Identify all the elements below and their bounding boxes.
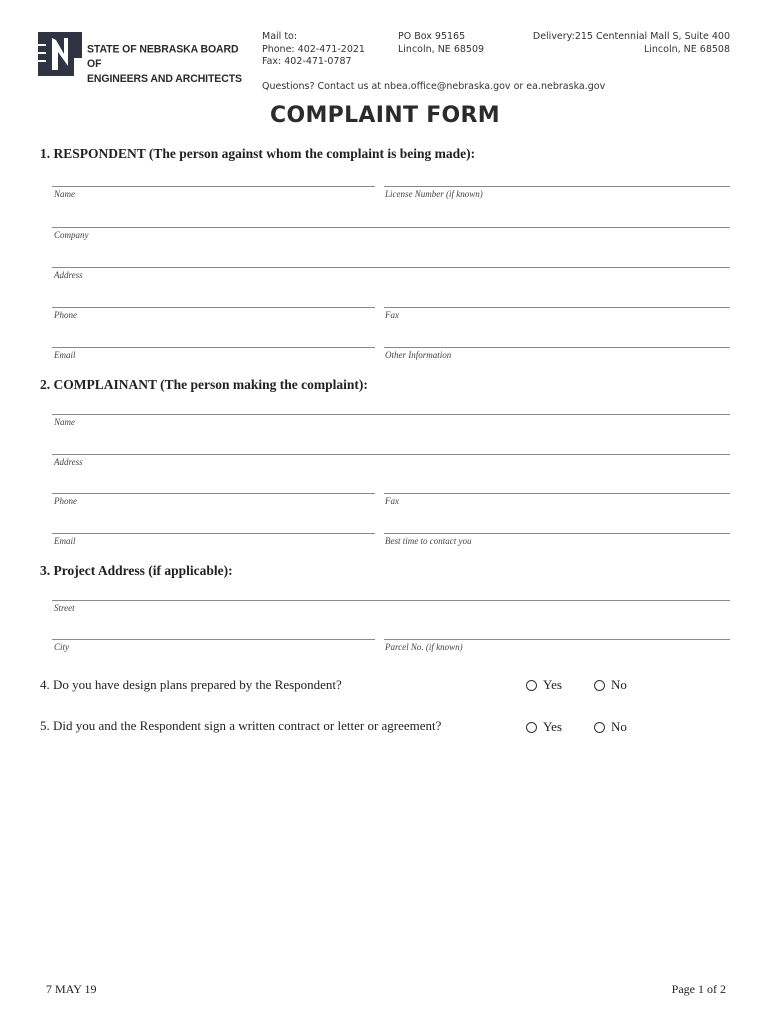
nebraska-logo-icon [38, 32, 82, 76]
complainant-phone-field[interactable] [52, 493, 375, 494]
respondent-company-field[interactable] [52, 227, 730, 228]
q5-text: 5. Did you and the Respondent sign a written contract or letter or agreement? [40, 718, 442, 733]
respondent-email-field[interactable] [52, 347, 375, 348]
po-city-text: Lincoln, NE 68509 [398, 43, 485, 55]
respondent-other-label: Other Information [385, 350, 452, 360]
delivery-city-text: Lincoln, NE 68508 [643, 43, 730, 55]
q4-no-radio[interactable] [594, 680, 605, 691]
q4-yes-radio[interactable] [526, 680, 537, 691]
respondent-email-label: Email [54, 350, 76, 360]
complainant-best-time-label: Best time to contact you [385, 536, 472, 546]
page-title: COMPLAINT FORM [270, 103, 500, 128]
complainant-name-label: Name [54, 417, 75, 427]
complainant-name-field[interactable] [52, 414, 730, 415]
complainant-best-time-field[interactable] [384, 533, 730, 534]
delivery-block [533, 31, 730, 56]
q4-text: 4. Do you have design plans prepared by the Respondent? [40, 677, 342, 692]
project-city-field[interactable] [52, 639, 375, 640]
respondent-name-label: Name [54, 189, 75, 199]
respondent-fax-label: Fax [385, 310, 399, 320]
complainant-email-field[interactable] [52, 533, 375, 534]
q4-no-label: No [611, 677, 627, 692]
project-street-label: Street [54, 603, 75, 613]
respondent-address-label: Address [54, 270, 83, 280]
project-street-field[interactable] [52, 600, 730, 601]
complainant-fax-label: Fax [385, 496, 399, 506]
respondent-license-label: License Number (if known) [385, 189, 483, 199]
q5-yes-option[interactable] [526, 719, 562, 735]
footer-date: 7 MAY 19 [46, 982, 97, 996]
respondent-name-field[interactable] [52, 186, 375, 187]
q4-no-option[interactable] [594, 677, 627, 693]
footer-page-number: Page 1 of 2 [671, 982, 726, 996]
complainant-email-label: Email [54, 536, 76, 546]
project-city-label: City [54, 642, 69, 652]
delivery-text: Delivery:215 Centennial Mall S, Suite 400 [532, 31, 730, 42]
section3-heading: 3. Project Address (if applicable): [40, 563, 233, 578]
mail-to-label: Mail to: [262, 31, 298, 42]
project-parcel-label: Parcel No. (if known) [385, 642, 463, 652]
complainant-phone-label: Phone [54, 496, 77, 506]
q5-no-radio[interactable] [594, 722, 605, 733]
project-parcel-field[interactable] [384, 639, 730, 640]
fax-text: Fax: 402-471-0787 [262, 56, 352, 67]
section1-heading: 1. RESPONDENT (The person against whom the complaint is being made): [40, 146, 476, 161]
q5-yes-radio[interactable] [526, 722, 537, 733]
mail-block [262, 31, 365, 69]
respondent-license-field[interactable] [384, 186, 730, 187]
phone-text: Phone: 402-471-2021 [262, 43, 365, 55]
org-name [87, 42, 247, 86]
complainant-fax-field[interactable] [384, 493, 730, 494]
respondent-company-label: Company [54, 230, 89, 240]
org-name-line2: ENGINEERS AND ARCHITECTS [87, 72, 242, 85]
respondent-address-field[interactable] [52, 267, 730, 268]
q5-no-label: No [611, 719, 627, 734]
po-box-text: PO Box 95165 [398, 31, 466, 42]
complainant-address-field[interactable] [52, 454, 730, 455]
respondent-phone-label: Phone [54, 310, 77, 320]
q5-yes-label: Yes [543, 719, 562, 734]
respondent-other-field[interactable] [384, 347, 730, 348]
q5-no-option[interactable] [594, 719, 627, 735]
org-name-line1: STATE OF NEBRASKA BOARD OF [87, 43, 239, 71]
respondent-fax-field[interactable] [384, 307, 730, 308]
respondent-phone-field[interactable] [52, 307, 375, 308]
questions-text: Questions? Contact us at nbea.office@nebraska.gov or ea.nebraska.gov [262, 81, 606, 92]
q4-yes-option[interactable] [526, 677, 562, 693]
complainant-address-label: Address [54, 457, 83, 467]
q4-yes-label: Yes [543, 677, 562, 692]
po-box-block [398, 31, 484, 56]
section2-heading: 2. COMPLAINANT (The person making the complaint): [40, 377, 368, 392]
